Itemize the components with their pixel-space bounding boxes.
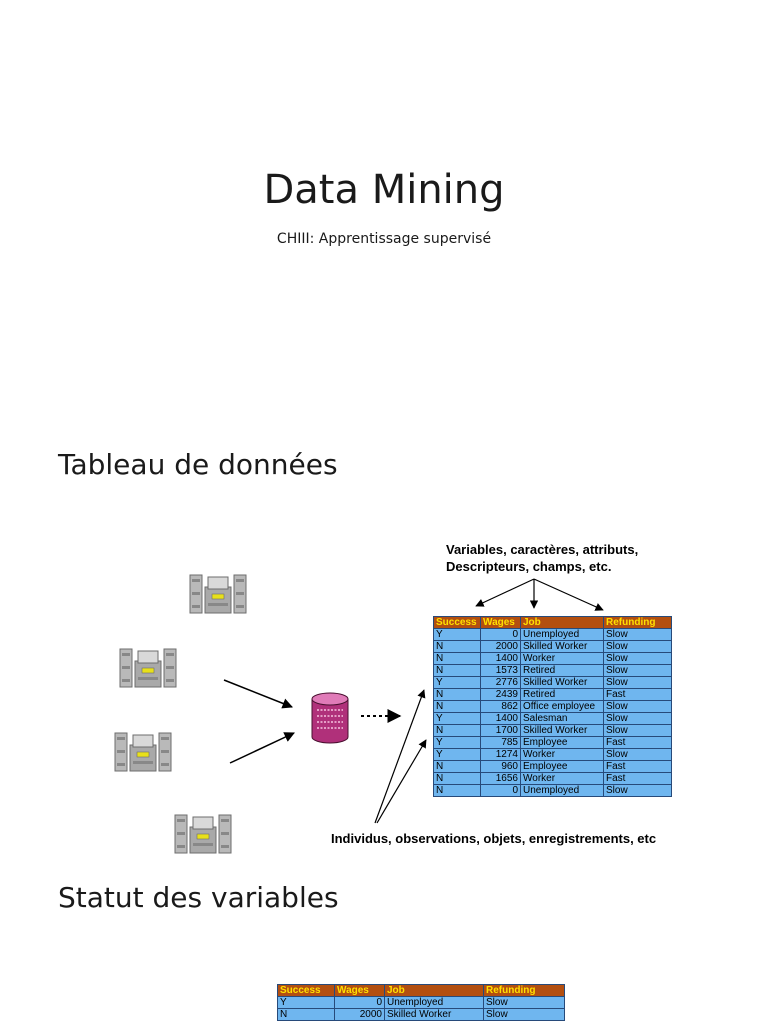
arrow-source-to-db — [224, 680, 292, 707]
individuals-annotation: Individus, observations, objets, enregistrements, etc — [331, 831, 657, 846]
table-cell: Fast — [604, 737, 672, 749]
database-icon — [312, 693, 348, 743]
table-cell: Salesman — [521, 713, 604, 725]
table-row — [434, 737, 672, 749]
column-header: Job — [385, 985, 484, 997]
table-cell: Skilled Worker — [521, 725, 604, 737]
table-header-row — [278, 985, 565, 997]
table-cell: 1656 — [481, 773, 521, 785]
table-cell: Y — [434, 749, 481, 761]
column-header: Success — [434, 617, 481, 629]
table-row — [434, 761, 672, 773]
table-cell: 0 — [481, 785, 521, 797]
table-cell: 2000 — [335, 1009, 385, 1021]
table-row — [434, 773, 672, 785]
column-header: Refunding — [484, 985, 565, 997]
table-row — [434, 785, 672, 797]
table-cell: Fast — [604, 773, 672, 785]
table-cell: Unemployed — [521, 629, 604, 641]
table-cell: N — [434, 773, 481, 785]
column-header: Refunding — [604, 617, 672, 629]
table-cell: Slow — [604, 641, 672, 653]
table-cell: Employee — [521, 737, 604, 749]
table-row — [434, 641, 672, 653]
table-cell: Y — [434, 677, 481, 689]
arrow-to-column — [534, 579, 603, 610]
table-cell: Slow — [604, 677, 672, 689]
section-heading-variable-status: Statut des variables — [58, 881, 339, 914]
table-cell: N — [434, 689, 481, 701]
filing-cabinet-icon — [115, 733, 171, 771]
table-cell: 862 — [481, 701, 521, 713]
table-cell: Fast — [604, 761, 672, 773]
table-cell: Unemployed — [385, 997, 484, 1009]
table-cell: 960 — [481, 761, 521, 773]
table-cell: Retired — [521, 665, 604, 677]
column-header: Job — [521, 617, 604, 629]
table-row — [434, 665, 672, 677]
table-cell: 2776 — [481, 677, 521, 689]
arrow-source-to-db — [230, 733, 294, 763]
table-cell: Slow — [484, 1009, 565, 1021]
variables-annotation-line1: Variables, caractères, attributs, — [446, 542, 639, 557]
table-cell: Unemployed — [521, 785, 604, 797]
filing-cabinet-icon — [175, 815, 231, 853]
table-cell: N — [434, 653, 481, 665]
table-cell: Slow — [604, 701, 672, 713]
table-row — [278, 997, 565, 1009]
table-cell: 2439 — [481, 689, 521, 701]
table-cell: Worker — [521, 653, 604, 665]
table-cell: N — [434, 725, 481, 737]
table-cell: Slow — [604, 725, 672, 737]
slide-subtitle: CHIII: Apprentissage supervisé — [276, 231, 492, 247]
table-row — [434, 653, 672, 665]
section-heading-data-table: Tableau de données — [58, 448, 338, 481]
table-cell: 1700 — [481, 725, 521, 737]
table-row — [434, 713, 672, 725]
table-row — [434, 701, 672, 713]
table-row — [434, 689, 672, 701]
table-cell: Slow — [604, 653, 672, 665]
table-cell: N — [434, 641, 481, 653]
filing-cabinet-icon — [120, 649, 176, 687]
table-cell: N — [434, 785, 481, 797]
table-row — [434, 725, 672, 737]
data-table-preview — [277, 984, 565, 1021]
table-cell: Skilled Worker — [521, 677, 604, 689]
table-cell: Y — [434, 629, 481, 641]
table-header-row — [434, 617, 672, 629]
table-cell: 1400 — [481, 713, 521, 725]
column-header: Wages — [335, 985, 385, 997]
filing-cabinet-icon — [190, 575, 246, 613]
table-cell: Slow — [604, 665, 672, 677]
table-cell: 0 — [481, 629, 521, 641]
table-cell: Slow — [484, 997, 565, 1009]
table-cell: 2000 — [481, 641, 521, 653]
table-cell: Y — [278, 997, 335, 1009]
table-cell: N — [434, 761, 481, 773]
column-header: Success — [278, 985, 335, 997]
slide-title: Data Mining — [263, 167, 505, 213]
table-cell: Skilled Worker — [385, 1009, 484, 1021]
table-cell: N — [278, 1009, 335, 1021]
table-row — [434, 677, 672, 689]
column-header: Wages — [481, 617, 521, 629]
table-cell: Employee — [521, 761, 604, 773]
table-cell: 0 — [335, 997, 385, 1009]
table-cell: 785 — [481, 737, 521, 749]
table-cell: Y — [434, 713, 481, 725]
table-cell: Office employee — [521, 701, 604, 713]
table-row — [278, 1009, 565, 1021]
table-cell: 1274 — [481, 749, 521, 761]
table-cell: 1573 — [481, 665, 521, 677]
table-cell: Retired — [521, 689, 604, 701]
table-cell: Skilled Worker — [521, 641, 604, 653]
table-cell: Slow — [604, 785, 672, 797]
table-cell: N — [434, 665, 481, 677]
table-cell: Fast — [604, 689, 672, 701]
table-cell: 1400 — [481, 653, 521, 665]
table-cell: Slow — [604, 629, 672, 641]
data-table — [433, 616, 672, 797]
table-cell: Slow — [604, 713, 672, 725]
variables-annotation-line2: Descripteurs, champs, etc. — [446, 559, 612, 574]
table-row — [434, 749, 672, 761]
table-row — [434, 629, 672, 641]
table-cell: Worker — [521, 773, 604, 785]
table-cell: Y — [434, 737, 481, 749]
table-cell: Slow — [604, 749, 672, 761]
arrow-to-column — [476, 579, 534, 606]
table-cell: Worker — [521, 749, 604, 761]
table-cell: N — [434, 701, 481, 713]
